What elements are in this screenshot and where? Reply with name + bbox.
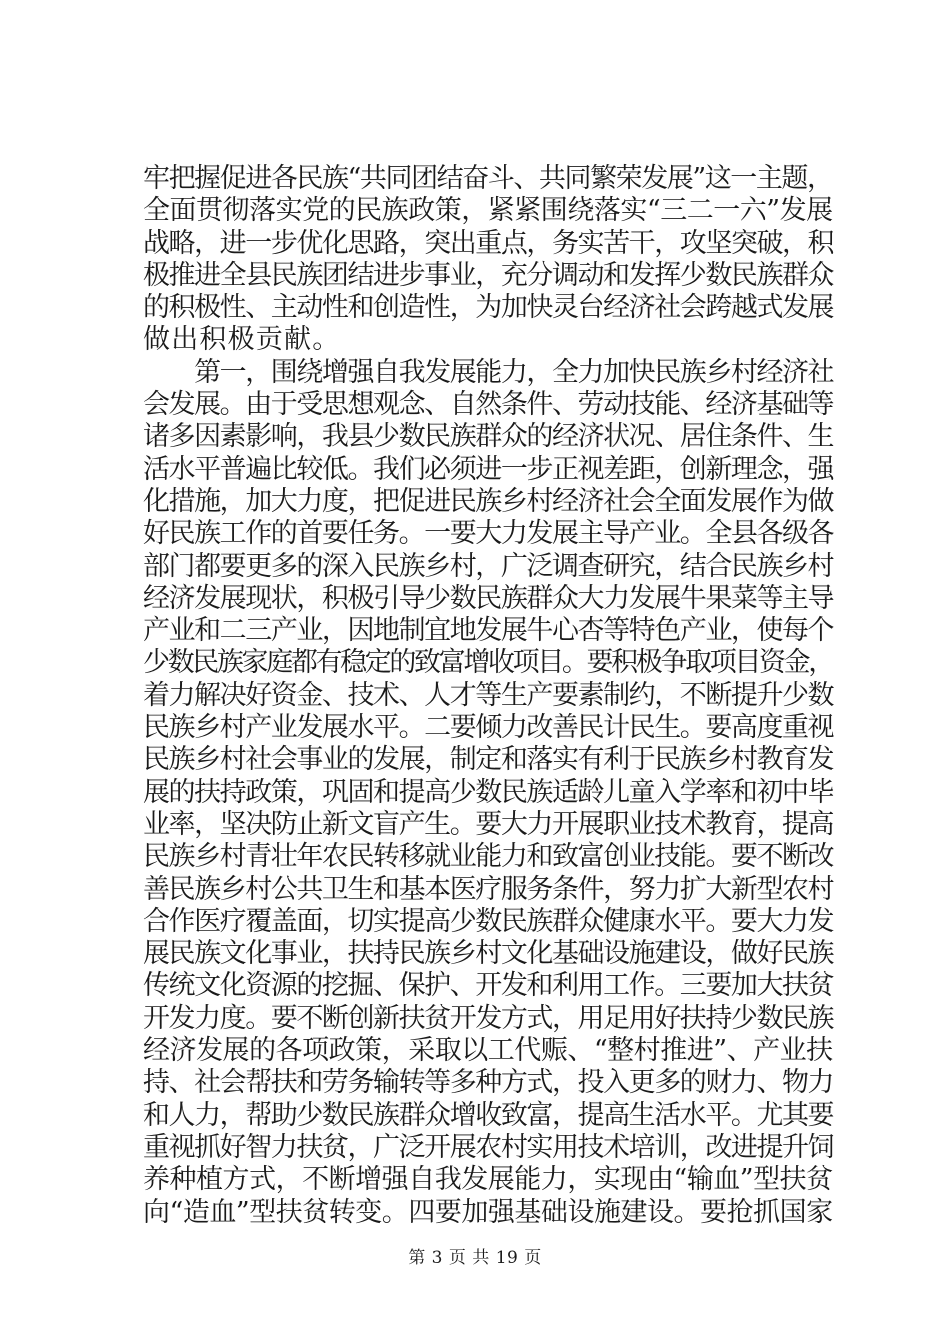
text-line: 业率，坚决防止新文盲产生。要大力开展职业技术教育，提高	[143, 808, 834, 840]
text-line: 展的扶持政策，巩固和提高少数民族适龄儿童入学率和初中毕	[143, 776, 834, 808]
text-line: 展民族文化事业，扶持民族乡村文化基础设施建设，做好民族	[143, 938, 834, 970]
text-line: 民族乡村产业发展水平。二要倾力改善民计民生。要高度重视	[143, 712, 834, 744]
text-line: 好民族工作的首要任务。一要大力发展主导产业。全县各级各	[143, 518, 834, 550]
text-line: 持、社会帮扶和劳务输转等多种方式，投入更多的财力、物力	[143, 1067, 834, 1099]
text-line: 少数民族家庭都有稳定的致富增收项目。要积极争取项目资金，	[143, 647, 833, 679]
text-line: 部门都要更多的深入民族乡村，广泛调查研究，结合民族乡村	[143, 550, 834, 582]
page-footer: 第 3 页 共 19 页	[408, 1248, 542, 1268]
text-line: 开发力度。要不断创新扶贫开发方式，用足用好扶持少数民族	[143, 1002, 834, 1034]
text-line: 会发展。由于受思想观念、自然条件、劳动技能、经济基础等	[143, 389, 834, 421]
text-line: 重视抓好智力扶贫，广泛开展农村实用技术培训，改进提升饲	[143, 1131, 834, 1163]
text-line: 传统文化资源的挖掘、保护、开发和利用工作。三要加大扶贫	[143, 970, 834, 1002]
text-line: 全面贯彻落实党的民族政策，紧紧围绕落实“三二一六”发展	[143, 195, 833, 227]
text-line: 第一，围绕增强自我发展能力，全力加快民族乡村经济社	[143, 356, 834, 388]
text-line: 化措施，加大力度，把促进民族乡村经济社会全面发展作为做	[143, 485, 834, 517]
text-line: 民族乡村社会事业的发展，制定和落实有利于民族乡村教育发	[143, 744, 834, 776]
text-line: 民族乡村青壮年农民转移就业能力和致富创业技能。要不断改	[143, 841, 834, 873]
text-line: 合作医疗覆盖面，切实提高少数民族群众健康水平。要大力发	[143, 905, 834, 937]
body-text	[143, 163, 833, 1229]
text-line: 的积极性、主动性和创造性，为加快灵台经济社会跨越式发展	[143, 292, 834, 324]
text-line: 经济发展的各项政策，采取以工代赈、“整村推进”、产业扶	[143, 1035, 833, 1067]
text-line: 活水平普遍比较低。我们必须进一步正视差距，创新理念，强	[143, 453, 834, 485]
text-line: 极推进全县民族团结进步事业，充分调动和发挥少数民族群众	[143, 259, 834, 291]
text-line: 向“造血”型扶贫转变。四要加强基础设施建设。要抢抓国家	[143, 1196, 833, 1228]
text-line: 产业和二三产业，因地制宜地发展牛心杏等特色产业，使每个	[143, 615, 834, 647]
text-line: 牢把握促进各民族“共同团结奋斗、共同繁荣发展”这一主题，	[143, 163, 833, 194]
text-line: 养种植方式，不断增强自我发展能力，实现由“输血”型扶贫	[143, 1164, 833, 1196]
text-line: 战略，进一步优化思路，突出重点，务实苦干，攻坚突破，积	[143, 227, 834, 259]
text-line: 着力解决好资金、技术、人才等生产要素制约，不断提升少数	[143, 679, 834, 711]
text-line: 诸多因素影响，我县少数民族群众的经济状况、居住条件、生	[143, 421, 834, 453]
text-line: 经济发展现状，积极引导少数民族群众大力发展牛果菜等主导	[143, 582, 834, 614]
text-line: 和人力，帮助少数民族群众增收致富，提高生活水平。尤其要	[143, 1099, 834, 1131]
text-line: 善民族乡村公共卫生和基本医疗服务条件，努力扩大新型农村	[143, 873, 834, 905]
text-line: 做出积极贡献。	[143, 324, 341, 356]
